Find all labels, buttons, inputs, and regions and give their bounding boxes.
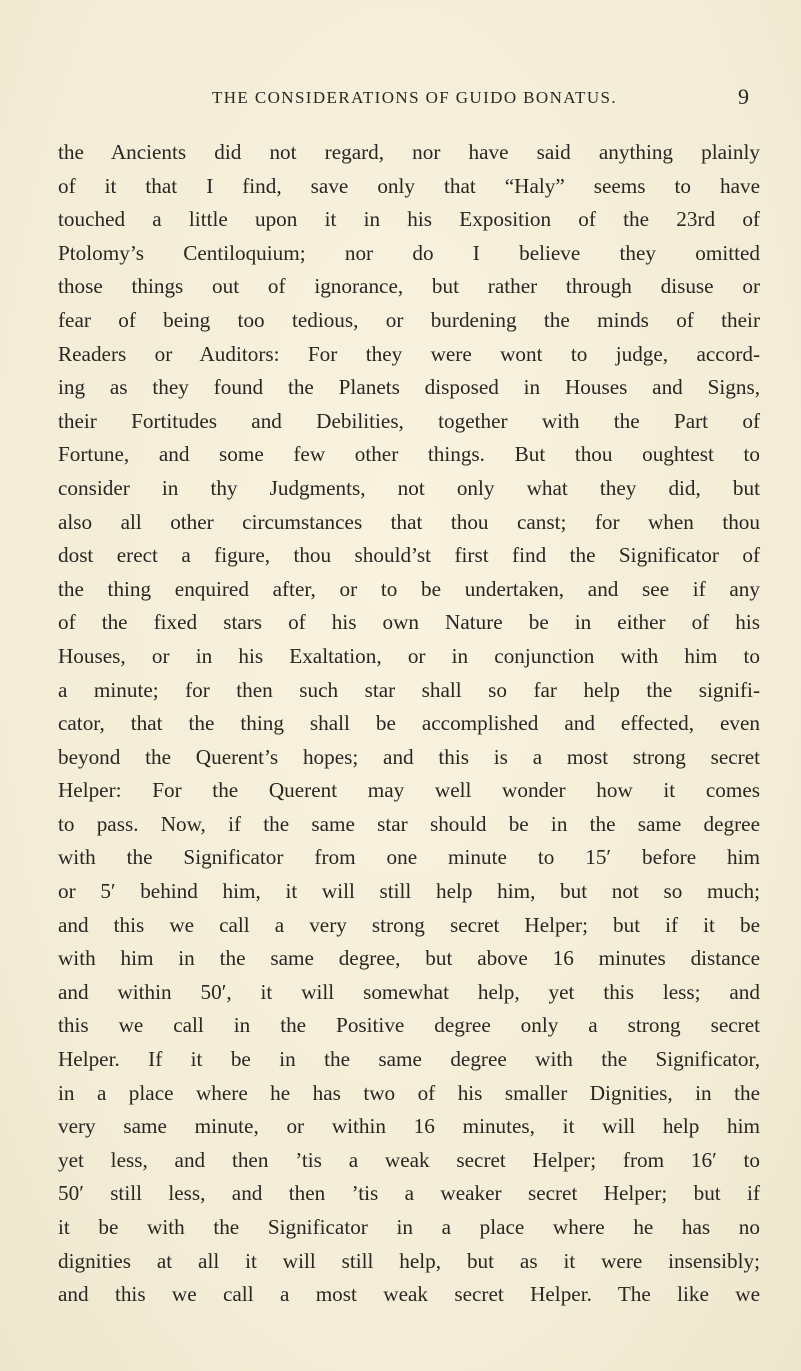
text-line: cator, that the thing shall be accomplished and effected, even xyxy=(58,711,760,736)
text-line: those things out of ignorance, but rather through disuse or xyxy=(58,274,760,299)
text-line: it be with the Significator in a place where he has no xyxy=(58,1215,760,1239)
text-line: Helper: For the Querent may well wonder how it comes xyxy=(58,778,760,803)
text-line: 50′ still less, and then ’tis a weaker secret Helper; but if xyxy=(58,1181,760,1206)
text-line: fear of being too tedious, or burdening the minds of their xyxy=(58,307,760,332)
body-text xyxy=(58,136,760,1312)
text-line: to pass. Now, if the same star should be in the same degree xyxy=(58,811,760,836)
text-line: beyond the Querent’s hopes; and this is a most strong secret xyxy=(58,744,760,769)
page-number: 9 xyxy=(738,84,749,109)
text-line: this we call in the Positive degree only a strong secret xyxy=(58,1013,760,1038)
text-line: in a place where he has two of his smaller Dignities, in the xyxy=(58,1080,760,1105)
text-line: Fortune, and some few other things. But thou oughtest to xyxy=(58,442,760,467)
text-line: consider in thy Judgments, not only what they did, but xyxy=(58,475,760,500)
text-line: or 5′ behind him, it will still help him, but not so much; xyxy=(58,879,760,904)
text-line: ing as they found the Planets disposed in Houses and Signs, xyxy=(58,375,760,400)
text-line: dignities at all it will still help, but as it were insensibly; xyxy=(58,1248,760,1273)
text-line: and within 50′, it will somewhat help, yet this less; and xyxy=(58,979,760,1004)
text-line: yet less, and then ’tis a weak secret Helper; from 16′ to xyxy=(58,1147,760,1172)
text-line: Helper. If it be in the same degree with the Significator, xyxy=(58,1047,760,1072)
text-line: Ptolomy’s Centiloquium; nor do I believe they omitted xyxy=(58,240,760,265)
text-line: of it that I find, save only that “Haly” seems to have xyxy=(58,173,760,198)
text-line: with him in the same degree, but above 16 minutes distance xyxy=(58,946,760,971)
text-line: and this we call a most weak secret Helper. The like we xyxy=(58,1282,760,1307)
text-line: and this we call a very strong secret Helper; but if it be xyxy=(58,912,760,937)
text-line: Readers or Auditors: For they were wont to judge, accord- xyxy=(58,341,760,366)
text-line: also all other circumstances that thou canst; for when thou xyxy=(58,509,760,534)
text-line: their Fortitudes and Debilities, together with the Part of xyxy=(58,408,760,433)
text-line: the Ancients did not regard, nor have said anything plainly xyxy=(58,140,760,164)
text-line: of the fixed stars of his own Nature be in either of his xyxy=(58,610,760,635)
text-line: Houses, or in his Exaltation, or in conjunction with him to xyxy=(58,643,760,668)
running-title: THE CONSIDERATIONS OF GUIDO BONATUS. xyxy=(211,88,618,107)
text-line: the thing enquired after, or to be undertaken, and see if any xyxy=(58,576,760,601)
text-line: a minute; for then such star shall so far help the signifi- xyxy=(58,677,760,702)
text-line: dost erect a figure, thou should’st first find the Significator of xyxy=(58,543,760,568)
text-line: touched a little upon it in his Exposition of the 23rd of xyxy=(58,207,760,232)
text-line: with the Significator from one minute to 15′ before him xyxy=(58,845,760,870)
text-line: very same minute, or within 16 minutes, it will help him xyxy=(58,1114,760,1139)
running-head xyxy=(0,84,801,114)
